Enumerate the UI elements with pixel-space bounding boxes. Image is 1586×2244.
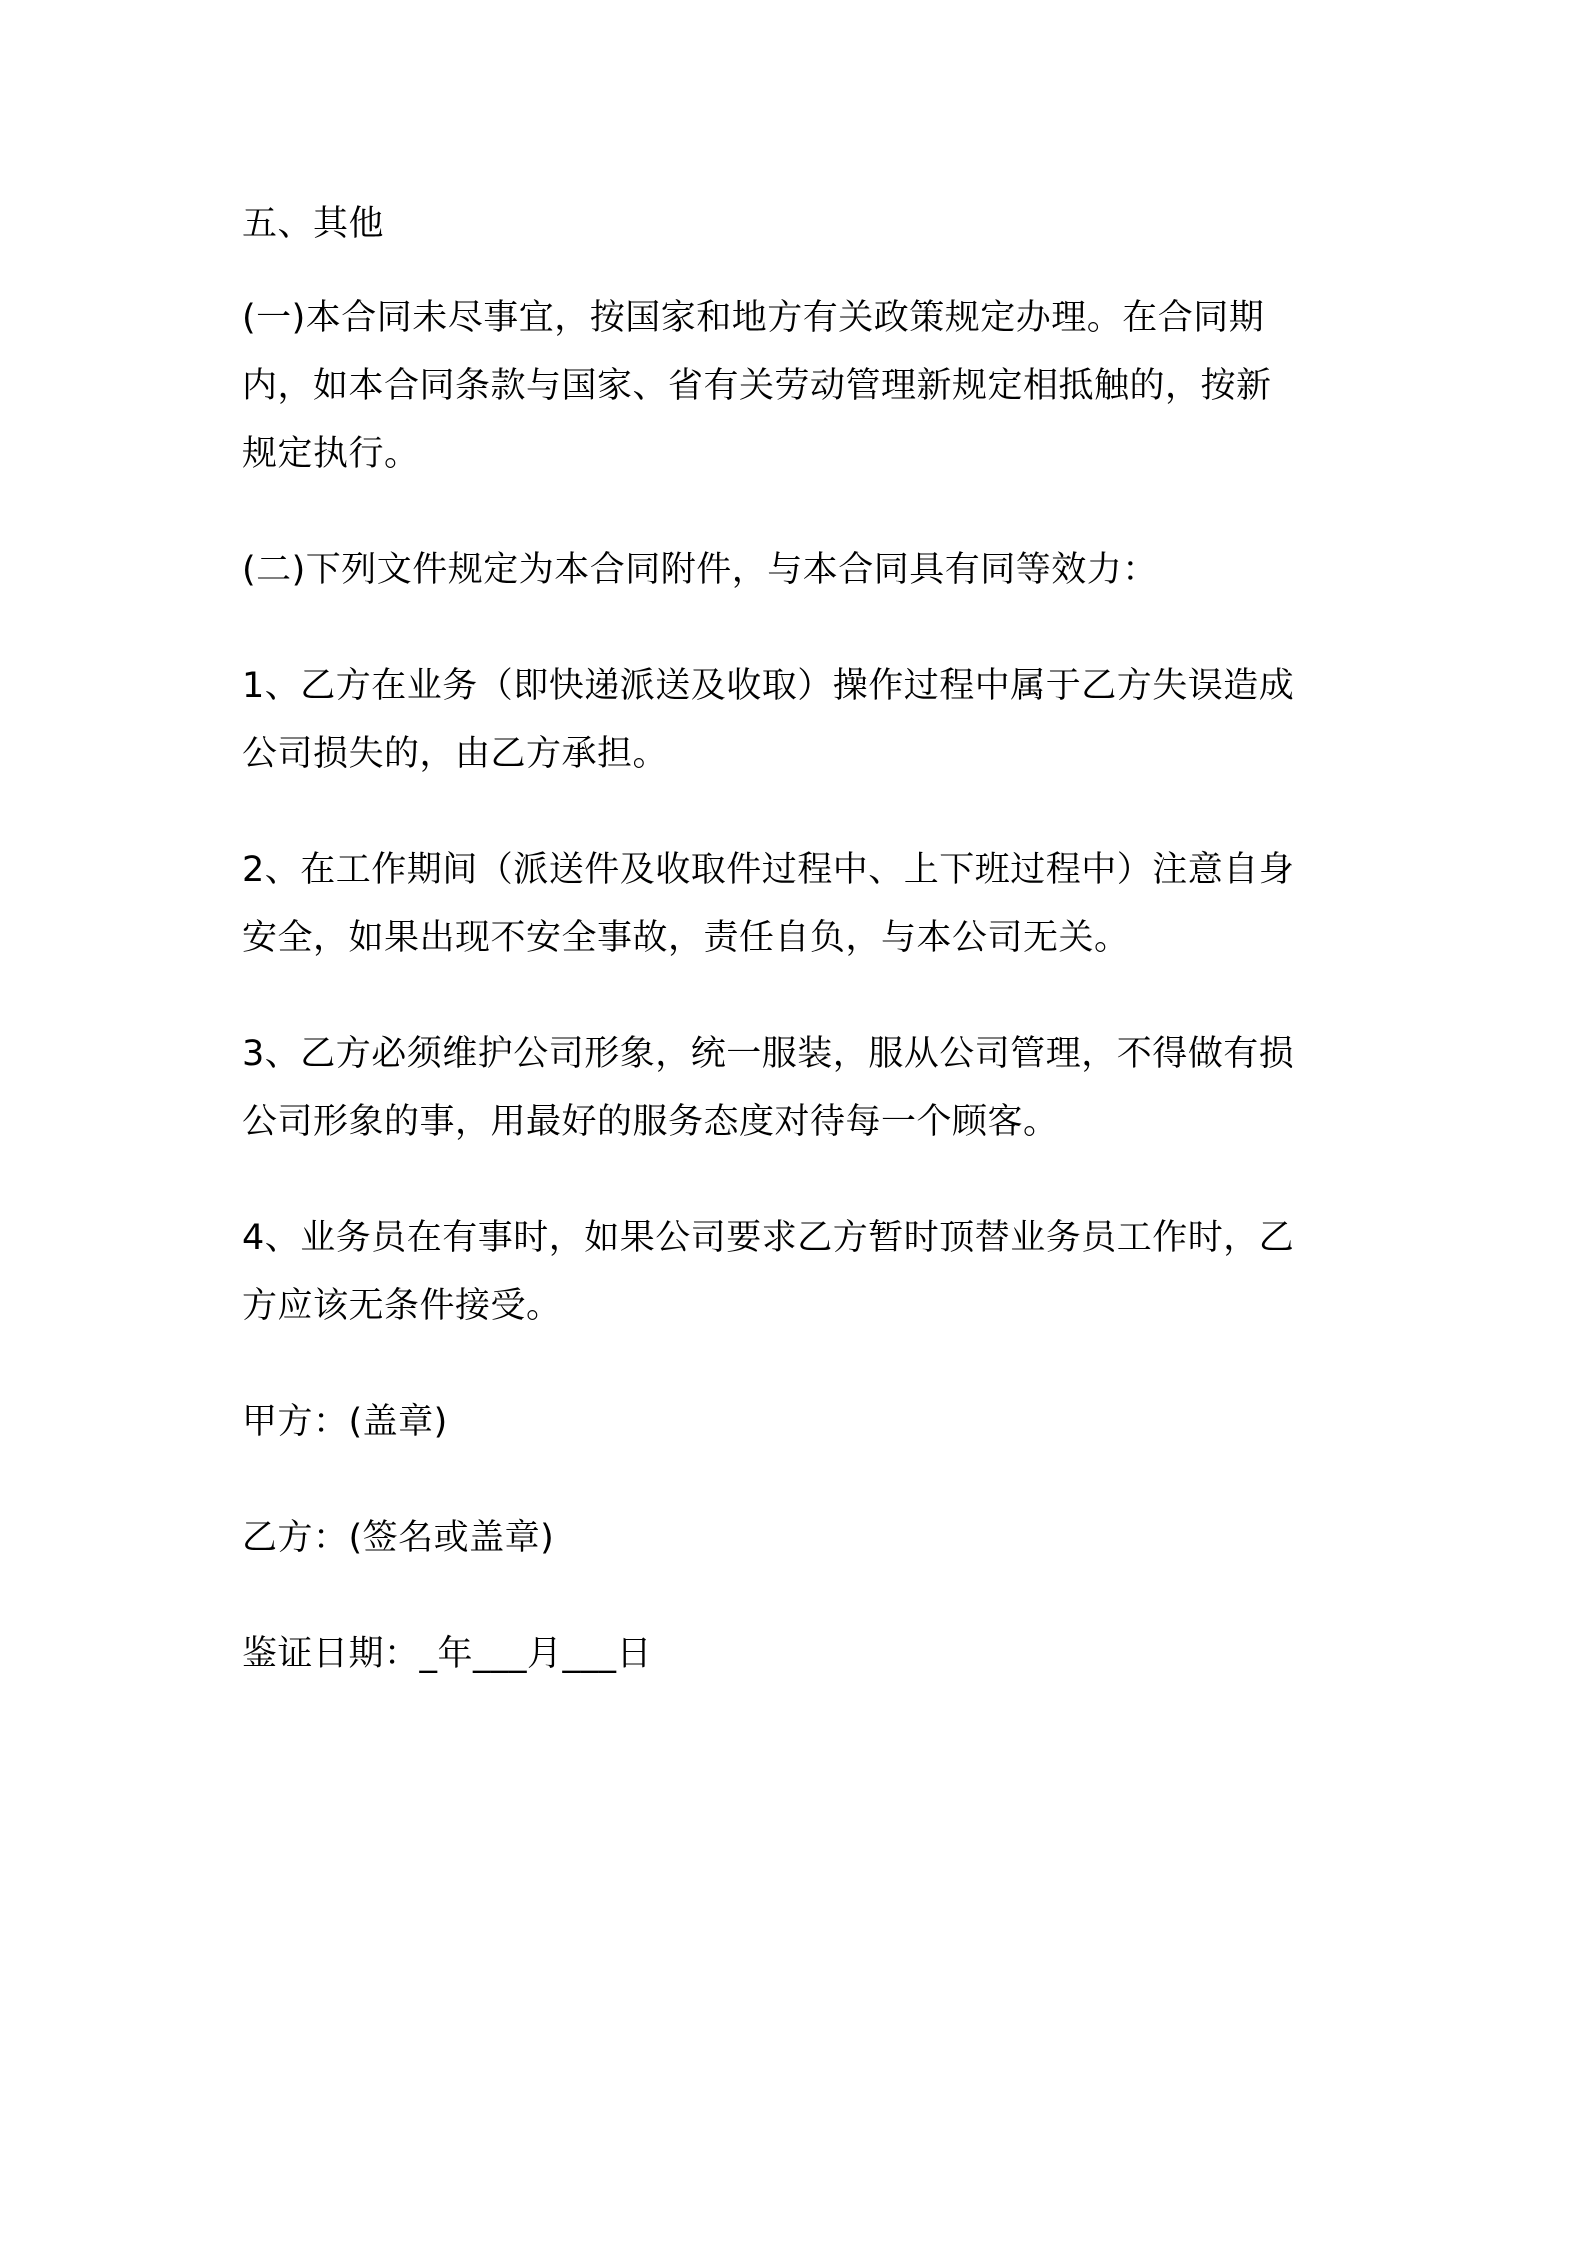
certification-date-line: 鉴证日期：_年___月___日 [242,1634,653,1674]
item-3 [242,1020,1362,1156]
clause-2: (二)下列文件规定为本合同附件，与本合同具有同等效力： [242,550,1158,590]
item-3-line: 公司形象的事，用最好的服务态度对待每一个顾客。 [242,1102,1059,1142]
item-3-line: 3、乙方必须维护公司形象，统一服装，服从公司管理，不得做有损 [242,1034,1295,1074]
clause-1-line: 内，如本合同条款与国家、省有关劳动管理新规定相抵触的，按新 [242,366,1272,406]
item-2 [242,836,1362,972]
document-body [242,190,1362,1736]
item-4-line: 方应该无条件接受。 [242,1286,562,1326]
item-1-line: 公司损失的，由乙方承担。 [242,734,669,774]
item-2-line: 安全，如果出现不安全事故，责任自负，与本公司无关。 [242,918,1130,958]
clause-1 [242,284,1362,488]
item-1 [242,652,1362,788]
item-4 [242,1204,1362,1340]
section-heading: 五、其他 [242,204,385,244]
party-b-signature-line: 乙方：(签名或盖章) [242,1518,555,1558]
item-1-line: 1、乙方在业务（即快递派送及收取）操作过程中属于乙方失误造成 [242,666,1295,706]
item-4-line: 4、业务员在有事时，如果公司要求乙方暂时顶替业务员工作时，乙 [242,1218,1295,1258]
item-2-line: 2、在工作期间（派送件及收取件过程中、上下班过程中）注意自身 [242,850,1295,890]
clause-1-line: (一)本合同未尽事宜，按国家和地方有关政策规定办理。在合同期 [242,298,1265,338]
party-a-signature-line: 甲方：(盖章) [242,1402,448,1442]
clause-1-line: 规定执行。 [242,434,420,474]
